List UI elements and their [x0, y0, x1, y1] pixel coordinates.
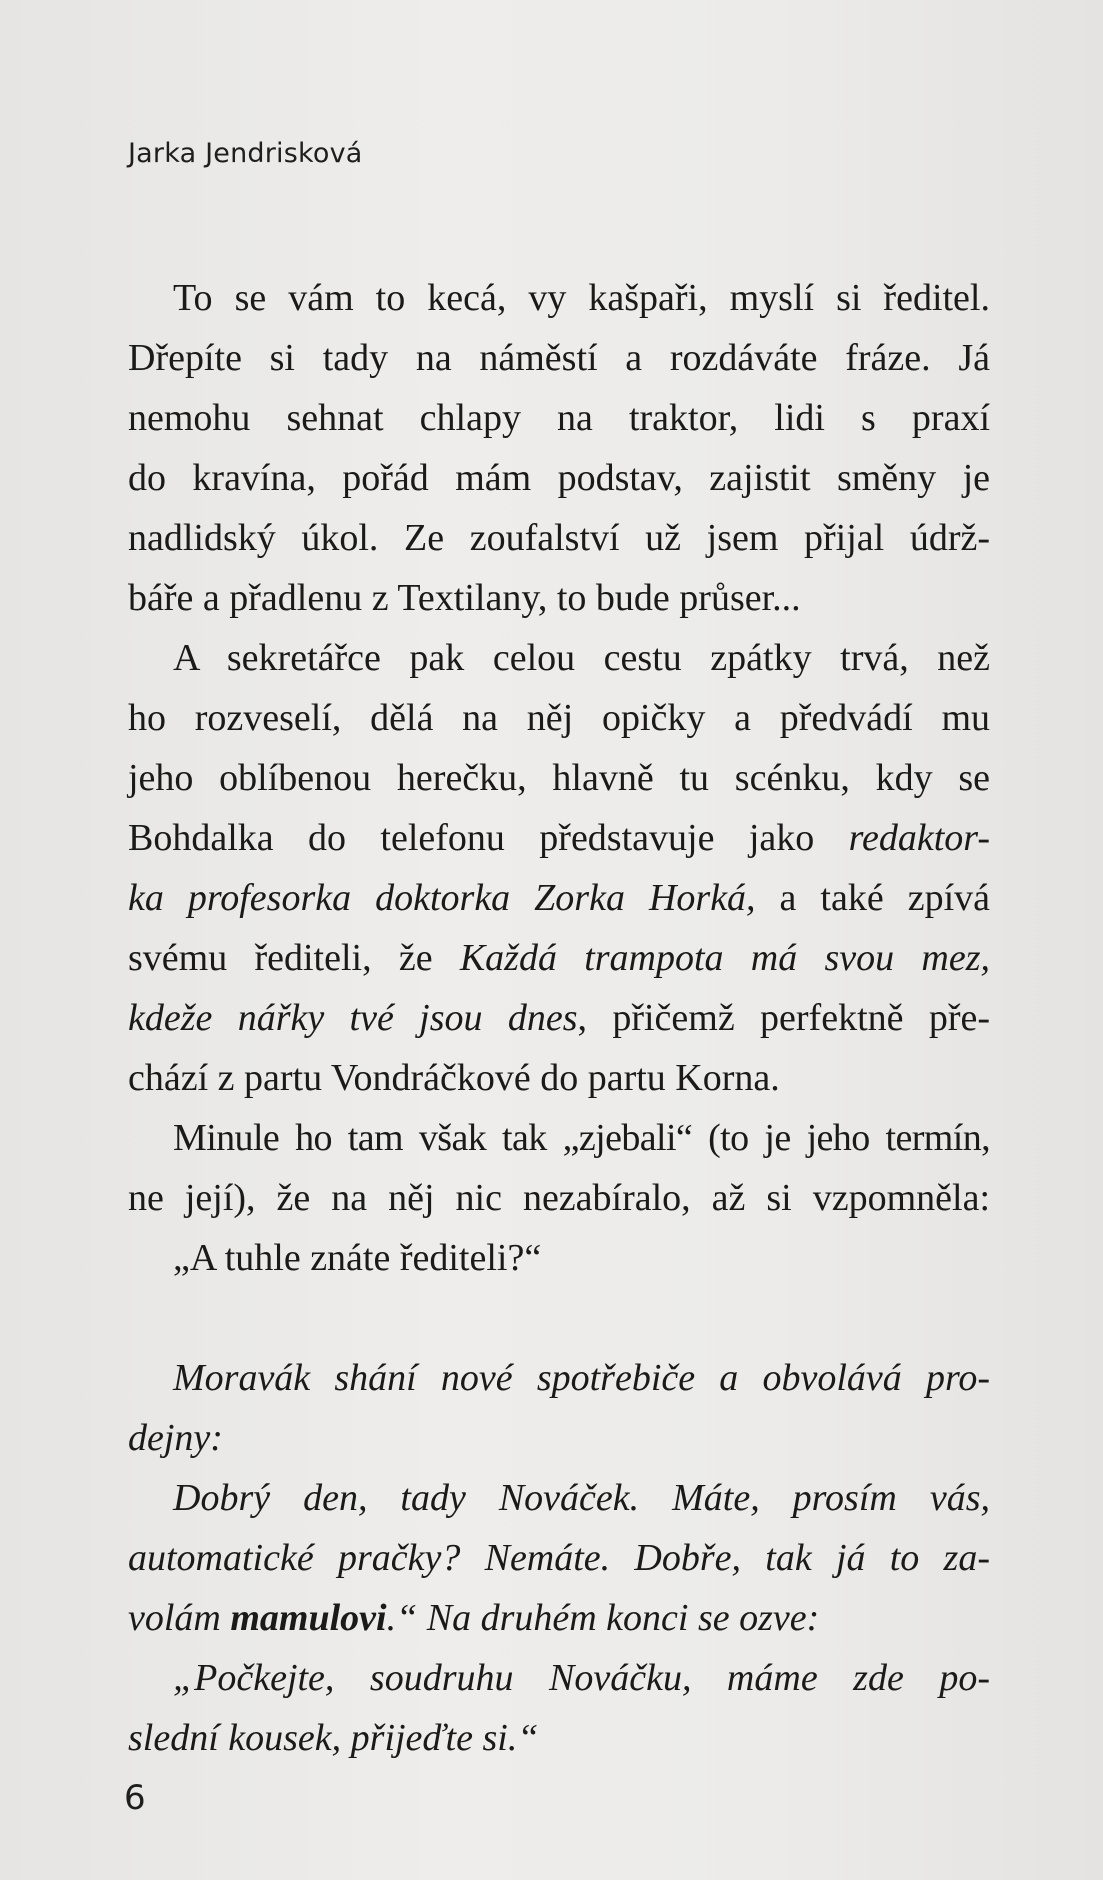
italic-run: kdeže nářky tvé jsou dnes: [128, 997, 578, 1039]
body-text: [128, 268, 990, 1768]
text-line: do kravína, pořád mám podstav, zajistit směny je: [128, 457, 990, 499]
text-line: ne její), že na něj nic nezabíralo, až si vzpomněla:: [128, 1177, 990, 1219]
text-line: Dobrý den, tady Nováček. Máte, prosím vás,: [173, 1477, 990, 1519]
text-line: „A tuhle znáte řediteli?“: [173, 1237, 542, 1279]
running-head-author: Jarka Jendrisková: [128, 138, 363, 169]
text-line: [128, 988, 990, 1048]
section-gap: [128, 1288, 990, 1348]
italic-run: ka profesorka doktorka Zorka Horká,: [128, 877, 756, 919]
text-line: Dřepíte si tady na náměstí a rozdáváte fráze. Já: [128, 337, 990, 379]
italic-run: redaktor-: [848, 817, 990, 859]
text-line: nadlidský úkol. Ze zoufalství už jsem přijal údrž-: [128, 517, 990, 559]
italic-run: .“ Na druhém konci se ozve:: [386, 1597, 820, 1639]
text-line: jeho oblíbenou herečku, hlavně tu scénku, kdy se: [128, 757, 990, 799]
text-line: „Počkejte, soudruhu Nováčku, máme zde po-: [173, 1657, 990, 1699]
bold-italic-run: mamulovi: [230, 1597, 387, 1639]
text-line: To se vám to kecá, vy kašpaři, myslí si ředitel.: [173, 277, 990, 319]
text-run: Bohdalka do telefonu představuje jako: [128, 817, 849, 859]
text-line: [128, 868, 990, 928]
text-line: slední kousek, přijeďte si.“: [128, 1717, 539, 1759]
text-line: [128, 808, 990, 868]
text-run: , přičemž perfektně pře-: [577, 997, 991, 1039]
text-line: Minule ho tam však tak „zjebali“ (to je jeho termín,: [173, 1117, 990, 1159]
text-run: a také zpívá: [755, 877, 990, 919]
text-line: automatické pračky? Nemáte. Dobře, tak já to za-: [128, 1537, 990, 1579]
italic-run: Každá trampota má svou mez,: [459, 937, 990, 979]
text-line: A sekretářce pak celou cestu zpátky trvá, než: [173, 637, 990, 679]
text-line: nemohu sehnat chlapy na traktor, lidi s praxí: [128, 397, 990, 439]
text-line: [128, 928, 990, 988]
text-run: svému řediteli, že: [128, 937, 460, 979]
italic-run: volám: [128, 1597, 231, 1639]
text-line: dejny:: [128, 1417, 223, 1459]
text-line: báře a přadlenu z Textilany, to bude průser...: [128, 577, 801, 619]
text-line: chází z partu Vondráčkové do partu Korna.: [128, 1057, 780, 1099]
text-line: Moravák shání nové spotřebiče a obvolává pro-: [173, 1357, 990, 1399]
text-line: [128, 1588, 990, 1648]
page-number: 6: [124, 1778, 146, 1818]
text-line: ho rozveselí, dělá na něj opičky a předvádí mu: [128, 697, 990, 739]
